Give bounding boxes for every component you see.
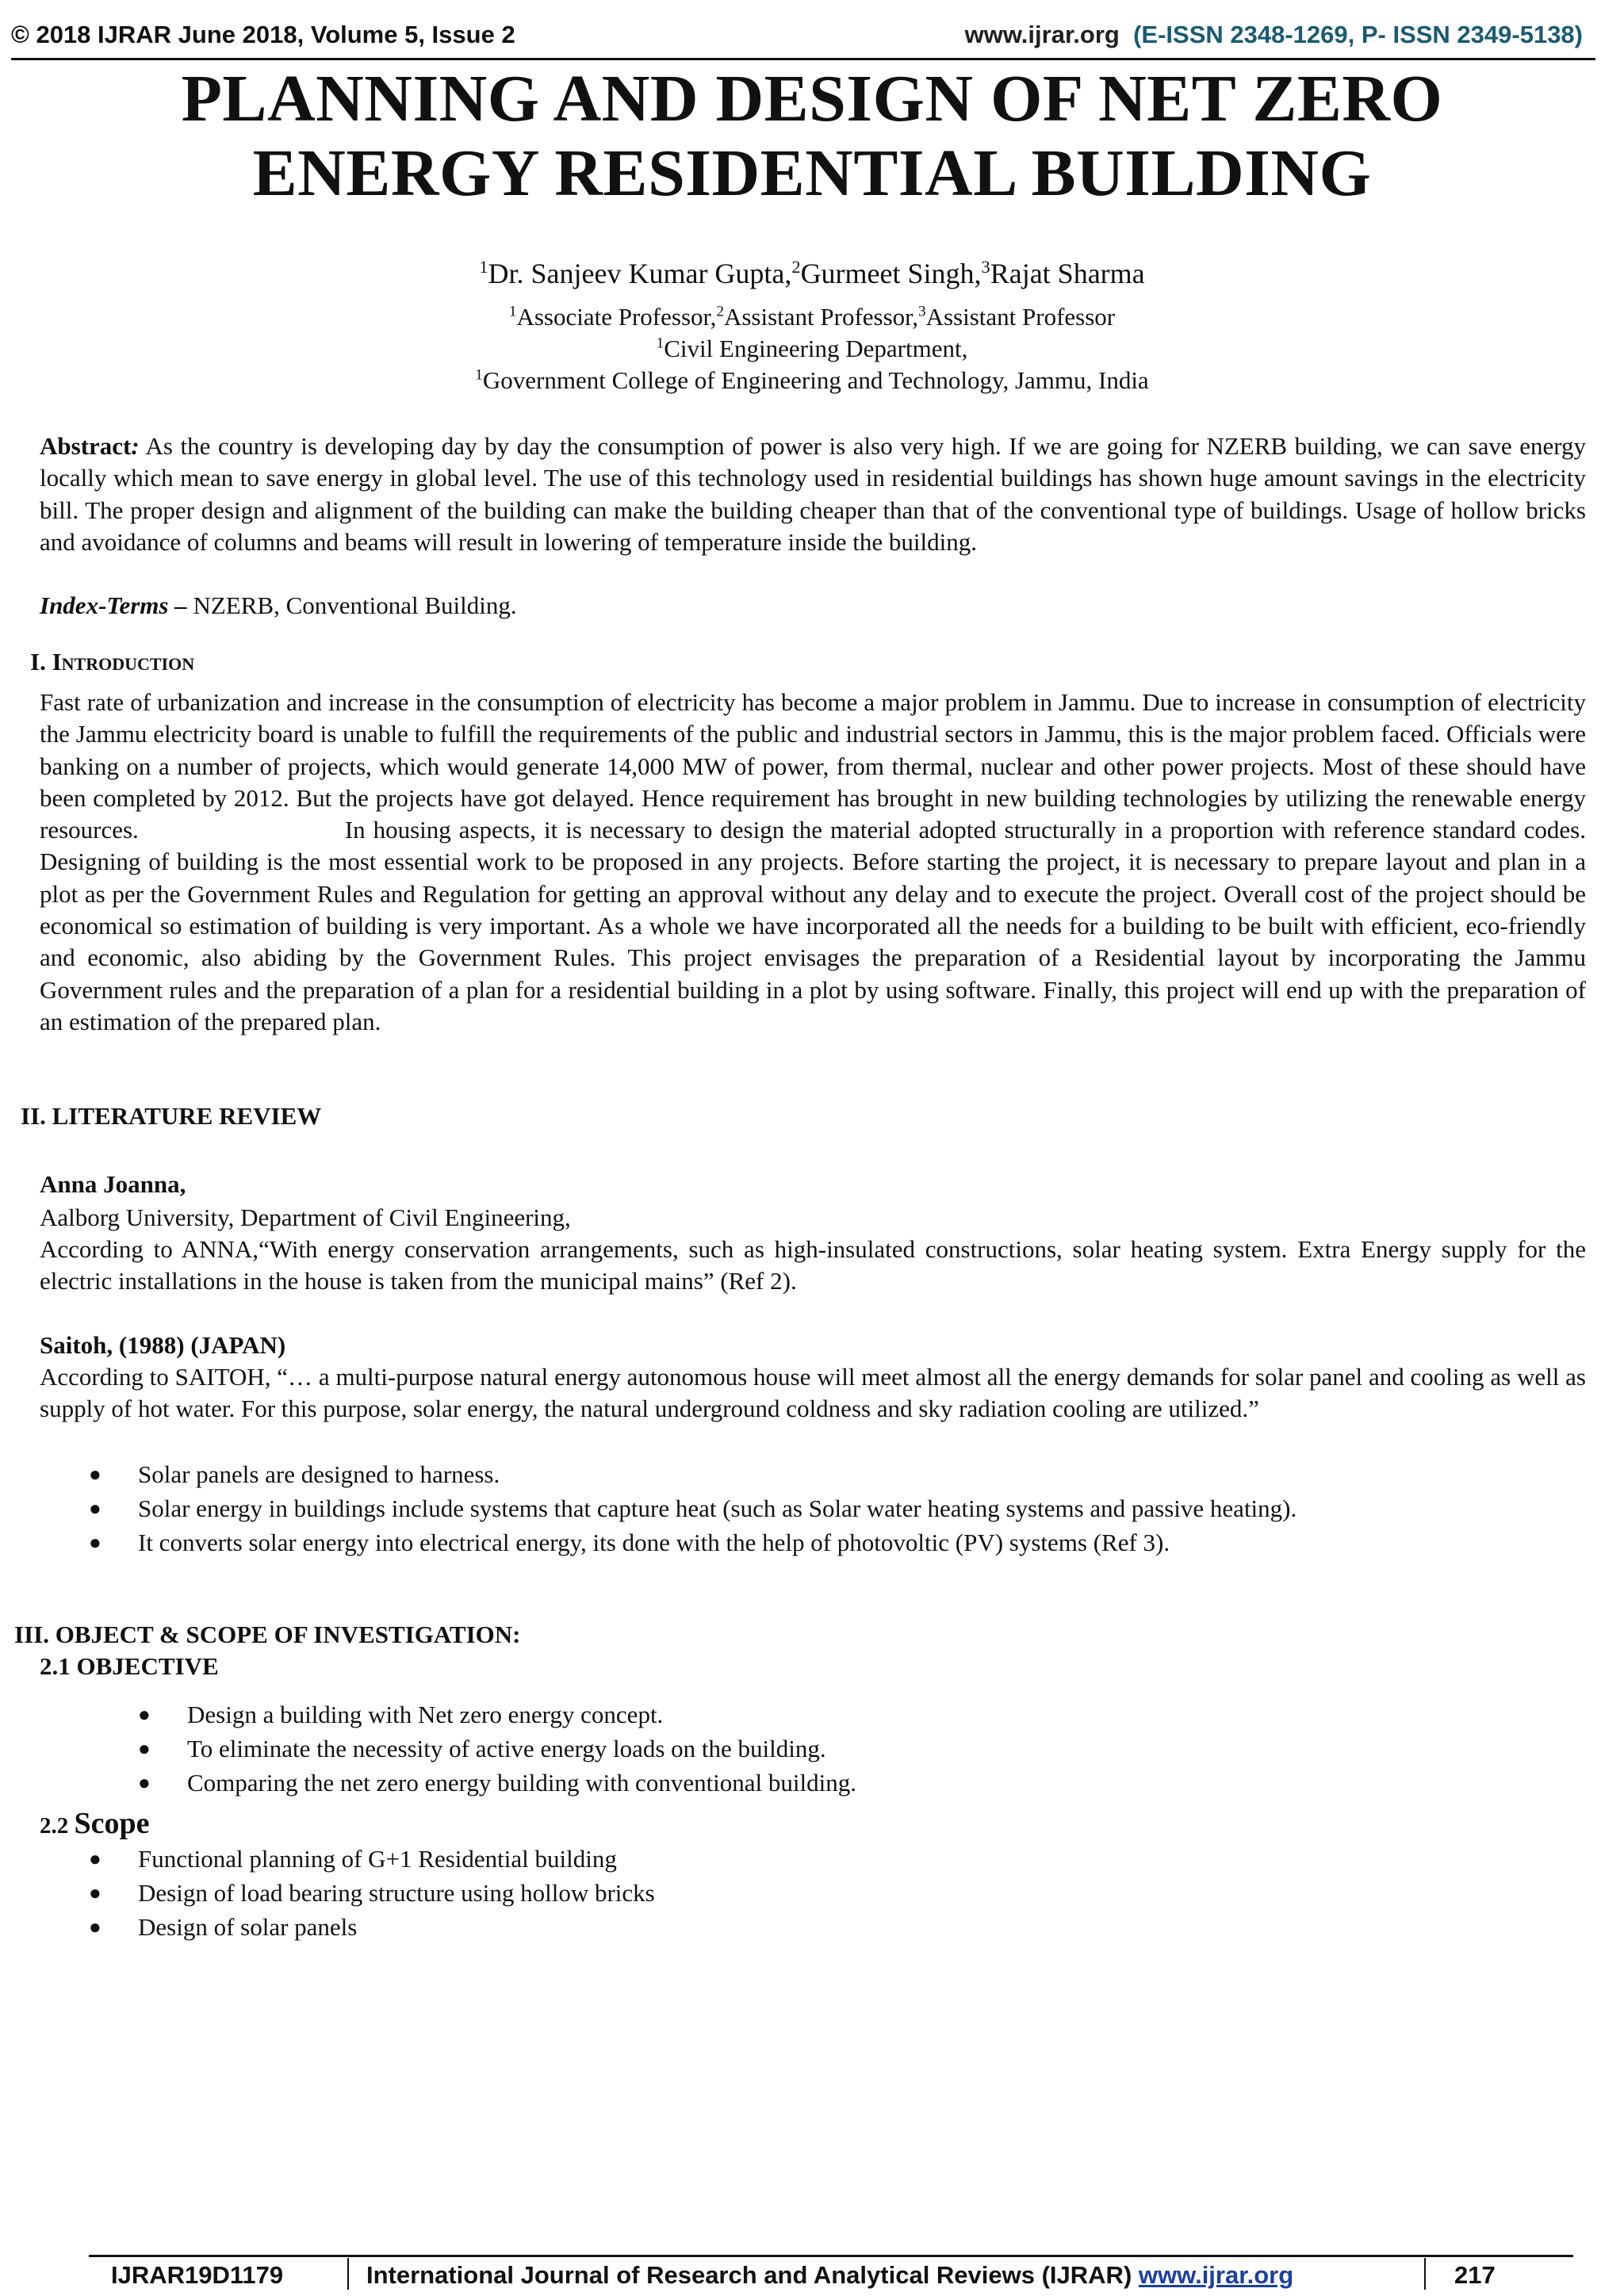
footer-rule xyxy=(89,2255,1573,2257)
role-1: Associate Professor, xyxy=(516,303,717,331)
department: Civil Engineering Department, xyxy=(664,335,968,362)
role-3-sup: 3 xyxy=(918,303,926,320)
header-citation: © 2018 IJRAR June 2018, Volume 5, Issue 2 xyxy=(11,21,515,48)
list-item xyxy=(89,1876,1588,1910)
abstract xyxy=(40,430,1586,558)
list-item xyxy=(89,1525,1588,1559)
bullet-icon: ● xyxy=(89,1847,102,1870)
role-3: Assistant Professor xyxy=(925,303,1116,331)
intro-heading xyxy=(30,646,194,678)
scope-1: Functional planning of G+1 Residential building xyxy=(138,1845,617,1873)
paper-title xyxy=(0,62,1624,211)
footer-journal-name: International Journal of Research and Analytical Reviews (IJRAR) xyxy=(366,2261,1139,2289)
list-item xyxy=(138,1697,1589,1732)
author-2: Gurmeet Singh, xyxy=(800,258,982,289)
scope-label: Scope xyxy=(74,1807,150,1840)
header-issn: (E-ISSN 2348-1269, P- ISSN 2349-5138) xyxy=(1133,21,1583,48)
bullet-icon: ● xyxy=(138,1703,151,1726)
bullet-icon: ● xyxy=(138,1737,151,1760)
title-line-1: PLANNING AND DESIGN OF NET ZERO xyxy=(181,62,1443,136)
literature-heading: II. LITERATURE REVIEW xyxy=(21,1102,322,1130)
bullet-icon: ● xyxy=(89,1531,102,1554)
lit-anna-affiliation: Aalborg University, Department of Civil Engineering, xyxy=(40,1203,571,1231)
abstract-text: As the country is developing day by day the consumption of power is also very high. If we are going for NZERB building, we can save energy locally which mean to save energy in global level. The use of this technology used in residential buildings has shown huge amount savings in the electricity bill. The proper design and alignment of the building can make the building cheaper than that of the conventional type of buildings. Usage of hollow bricks and avoidance of columns and beams will result in lowering of temperature inside the building. xyxy=(40,432,1587,556)
affiliations xyxy=(0,301,1624,396)
author-2-sup: 2 xyxy=(791,257,801,277)
bullet-icon: ● xyxy=(89,1497,102,1520)
institution-sup: 1 xyxy=(475,366,483,384)
list-item xyxy=(89,1842,1588,1876)
department-sup: 1 xyxy=(656,335,665,352)
intro-text-2: In housing aspects, it is necessary to design the material adopted structurally in a proportion with reference standard codes. Designing of building is the most essential work to be proposed in any projects. Before starting the project, it is necessary to prepare layout and plan in a plot as per the Government Rules and Regulation for getting an approval without any delay and to execute the project. Overall cost of the project should be economical so estimation of building is very important. As a whole we have incorporated all the needs for a building to be built with efficient, eco-friendly and economic, also abiding by the Government Rules. This project envisages the preparation of a Residential layout by incorporating the Jammu Government rules and the preparation of a plan for a residential building in a plot by using software. Finally, this project will end up with the preparation of an estimation of the prepared plan. xyxy=(40,816,1586,1035)
intro-heading-number: I. xyxy=(30,648,52,675)
bullet-icon: ● xyxy=(89,1915,102,1938)
lit-saitoh-name: Saitoh, (1988) (JAPAN) xyxy=(40,1331,286,1359)
index-terms xyxy=(40,590,1586,622)
role-2-sup: 2 xyxy=(716,303,724,320)
list-item xyxy=(138,1732,1589,1766)
bullet-icon: ● xyxy=(138,1771,151,1794)
index-terms-label: Index-Terms – xyxy=(40,591,187,619)
list-item xyxy=(89,1457,1588,1491)
list-item xyxy=(89,1491,1588,1525)
author-1: Dr. Sanjeev Kumar Gupta, xyxy=(488,258,792,289)
header-url[interactable]: www.ijrar.org xyxy=(964,21,1120,48)
objective-list xyxy=(138,1697,1589,1800)
author-1-sup: 1 xyxy=(479,257,488,277)
object-scope-heading: III. OBJECT & SCOPE OF INVESTIGATION: xyxy=(14,1621,521,1648)
role-2: Assistant Professor, xyxy=(723,303,918,331)
footer-url-link[interactable]: www.ijrar.org xyxy=(1138,2261,1294,2289)
header-rule xyxy=(11,58,1595,60)
bullet-icon: ● xyxy=(89,1881,102,1904)
abstract-label: Abstract xyxy=(40,432,132,460)
author-list xyxy=(0,255,1624,292)
objective-3: Comparing the net zero energy building with conventional building. xyxy=(187,1769,857,1797)
lit-anna-name: Anna Joanna, xyxy=(40,1170,186,1198)
intro-text-1: Fast rate of urbanization and increase in the consumption of electricity has become a major problem in Jammu. Due to increase in consumption of electricity the Jammu electricity board is unable to fulfill the requirements of the public and industrial sectors in Jammu, this is the major problem faced. Officials were banking on a number of projects, which would generate 14,000 MW of power, from thermal, nuclear and other power projects. Most of these should have been completed by 2012. But the projects have got delayed. Hence requirement has brought in new building technologies by utilizing the renewable energy resources. xyxy=(40,688,1586,844)
lit-bullet-2: Solar energy in buildings include systems that capture heat (such as Solar water heating systems and passive heating). xyxy=(138,1494,1297,1522)
footer-separator xyxy=(347,2258,349,2290)
list-item xyxy=(138,1766,1589,1800)
institution: Government College of Engineering and Technology, Jammu, India xyxy=(482,366,1149,394)
list-item xyxy=(89,1910,1588,1944)
objective-1: Design a building with Net zero energy concept. xyxy=(187,1701,664,1728)
footer-separator xyxy=(1424,2258,1426,2290)
scope-number: 2.2 xyxy=(40,1813,75,1839)
affiliation-roles xyxy=(0,301,1624,333)
scope-list xyxy=(89,1842,1588,1944)
bullet-icon: ● xyxy=(89,1463,102,1486)
index-terms-text: NZERB, Conventional Building. xyxy=(186,591,517,619)
scope-2: Design of load bearing structure using hollow bricks xyxy=(138,1879,655,1907)
author-3-sup: 3 xyxy=(981,257,990,277)
lit-bullet-1: Solar panels are designed to harness. xyxy=(138,1460,500,1488)
objective-2: To eliminate the necessity of active energy loads on the building. xyxy=(187,1735,826,1762)
footer-page-number: 217 xyxy=(1454,2261,1496,2289)
intro-heading-text: Introduction xyxy=(52,648,195,675)
header-right xyxy=(965,21,1583,49)
abstract-colon: : xyxy=(131,432,140,460)
author-3: Rajat Sharma xyxy=(990,258,1145,289)
scope-3: Design of solar panels xyxy=(138,1913,358,1941)
title-line-2: ENERGY RESIDENTIAL BUILDING xyxy=(252,136,1372,210)
role-1-sup: 1 xyxy=(508,303,517,320)
affiliation-department xyxy=(0,333,1624,365)
lit-saitoh-text: According to SAITOH, “… a multi-purpose natural energy autonomous house will meet almost all the energy demands for solar panel and cooling as well as supply of hot water. For this purpose, solar energy, the natural underground coldness and sky radiation cooling are utilized.” xyxy=(40,1363,1586,1423)
intro-paragraph xyxy=(40,687,1586,1038)
lit-bullet-list xyxy=(89,1457,1588,1559)
running-footer xyxy=(89,2258,1573,2293)
footer-journal xyxy=(366,2261,1293,2290)
footer-paper-id: IJRAR19D1179 xyxy=(111,2261,284,2289)
affiliation-institution xyxy=(0,365,1624,396)
lit-anna-text: According to ANNA,“With energy conservation arrangements, such as high-insulated constructions, solar heating system. Extra Energy supply for the electric installations in the house is taken from the municipal mains” (Ref 2). xyxy=(40,1235,1586,1295)
lit-bullet-3: It converts solar energy into electrical energy, its done with the help of photovoltic (PV) systems (Ref 3). xyxy=(138,1529,1170,1556)
objective-heading: 2.1 OBJECTIVE xyxy=(40,1652,219,1680)
running-header xyxy=(11,21,1583,60)
scope-heading xyxy=(40,1808,150,1842)
